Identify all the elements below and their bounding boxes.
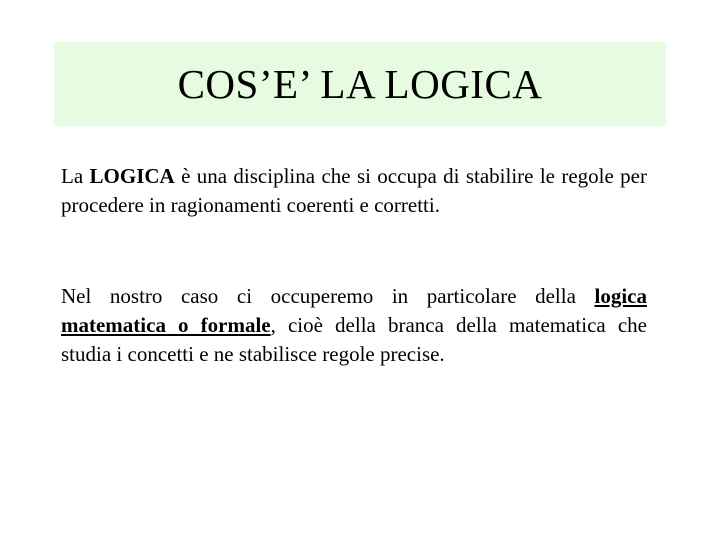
context-paragraph [61,282,647,369]
context-body-text: , cioè della branca della matematica che studia i concetti e ne stabilisce regole precise. [61,313,647,366]
definition-paragraph [61,162,647,220]
context-lead-text: Nel nostro caso ci occuperemo in particolare della [61,284,595,308]
formal-logic-keyword: logica matematica o formale [61,284,647,337]
slide-title: COS’E’ LA LOGICA [177,60,543,107]
title-banner [54,42,666,126]
logica-keyword: LOGICA [89,164,175,188]
definition-lead-text: La [61,164,90,188]
definition-body-text: è una disciplina che si occupa di stabilire le regole per procedere in ragionamenti coerenti e corretti. [61,164,647,217]
